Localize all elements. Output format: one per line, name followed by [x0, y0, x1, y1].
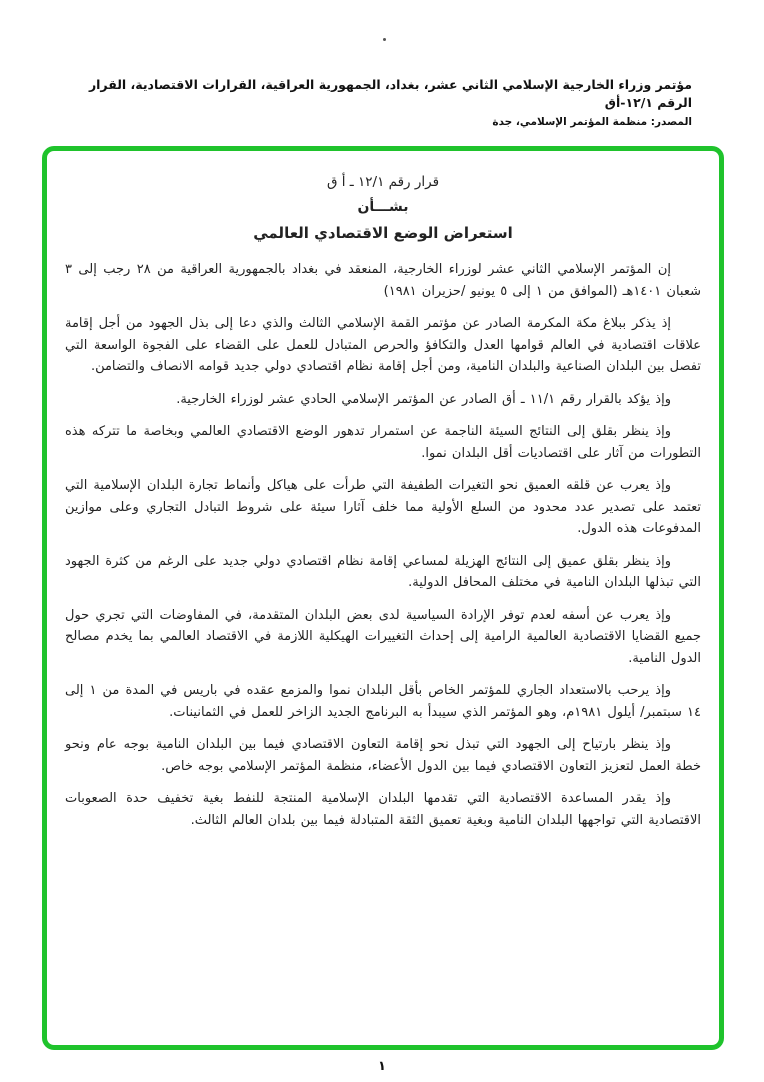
paragraph: إذ يذكر ببلاغ مكة المكرمة الصادر عن مؤتمر القمة الإسلامي الثالث والذي دعا إلى بذل الجهود من أجل إقامة علاقات اقتصادية في العالم قوامها العدل والتكافؤ والحرص المتبادل للعمل على القضاء على الفجوة الواسعة التي تفصل بين البلدان الصناعية والبلدان النامية، ومن أجل إقامة نظام اقتصادي دولي جديد قوامه الانصاف والتضامن.: [65, 316, 701, 374]
paragraph: وإذ يقدر المساعدة الاقتصادية التي تقدمها البلدان الإسلامية المنتجة للنفط بغية تخفيف حدة الصعوبات الاقتصادية التي تواجهها البلدان النامية وبغية تعميق الثقة المتبادلة فيما بين بلدان العالم الثالث.: [65, 791, 701, 828]
header-title: مؤتمر وزراء الخارجية الإسلامي الثاني عشر، بغداد، الجمهورية العراقية، القرارات الاقتصادية، القرار الرقم ١٢/١-أق: [88, 77, 692, 110]
resolution-number: قرار رقم ١٢/١ ـ أ ق: [326, 174, 440, 190]
resolution-body: [65, 259, 701, 831]
scan-artifact-dot: [383, 38, 386, 41]
resolution-subject-title: استعراض الوضع الاقتصادي العالمي: [253, 224, 513, 242]
page-number: ١: [378, 1059, 386, 1074]
resolution-subject-word: بشـــأن: [357, 199, 409, 215]
paragraph: وإذ يؤكد بالقرار رقم ١١/١ ـ أق الصادر عن المؤتمر الإسلامي الحادي عشر لوزراء الخارجية.: [176, 391, 671, 407]
resolution-frame: [42, 146, 724, 1050]
paragraph: إن المؤتمر الإسلامي الثاني عشر لوزراء الخارجية، المنعقد في بغداد بالجمهورية العراقية من ٢٨ رجب إلى ٣ شعبان ١٤٠١هـ (الموافق من ١ إلى ٥ يونيو /حزيران ١٩٨١): [65, 262, 701, 299]
paragraph: وإذ يعرب عن أسفه لعدم توفر الإرادة السياسية لدى بعض البلدان المتقدمة، في المفاوضات التي تجري حول جميع القضايا الاقتصادية العالمية الرامية إلى إحداث التغييرات الهيكلية اللازمة في الاقتصاد العالمي بما يخدم مصالح الدول النامية.: [65, 607, 701, 666]
paragraph: وإذ يعرب عن قلقه العميق نحو التغيرات الطفيفة التي طرأت على هياكل وأنماط تجارة البلدان الإسلامية التي تعتمد على تصدير عدد محدود من السلع الأولية مما خلف آثارا سيئة على شروط التبادل التجاري وعلى موازين المدفوعات هذه الدول.: [65, 478, 701, 536]
resolution-title-block: [65, 171, 701, 245]
header-source: المصدر: منظمة المؤتمر الإسلامي، جدة: [492, 116, 692, 128]
paragraph: وإذ ينظر بقلق عميق إلى النتائج الهزيلة لمساعي إقامة نظام اقتصادي دولي جديد على الرغم من كثرة الجهود التي تبذلها البلدان النامية في مختلف المحافل الدولية.: [65, 553, 701, 590]
paragraph: وإذ يرحب بالاستعداد الجاري للمؤتمر الخاص بأقل البلدان نموا والمزمع عقده في باريس في المدة من ١ إلى ١٤ سبتمبر/ أيلول ١٩٨١م، وهو المؤتمر الذي سيبدأ به البرنامج الجديد الزاخر للعمل في الثمانينات.: [65, 683, 701, 720]
paragraph: وإذ ينظر بقلق إلى النتائج السيئة الناجمة عن استمرار تدهور الوضع الاقتصادي العالمي وبخاصة ما تتركه هذه التطورات من آثار على اقتصاديات أقل البلدان نموا.: [65, 424, 701, 461]
document-header: [72, 76, 692, 130]
paragraph: وإذ ينظر بارتياح إلى الجهود التي تبذل نحو إقامة التعاون الاقتصادي فيما بين البلدان النامية بوجه عام ونحو خطة العمل لتعزيز التعاون الاقتصادي فيما بين الدول الأعضاء، منظمة المؤتمر الإسلامي بوجه خاص.: [65, 737, 701, 774]
